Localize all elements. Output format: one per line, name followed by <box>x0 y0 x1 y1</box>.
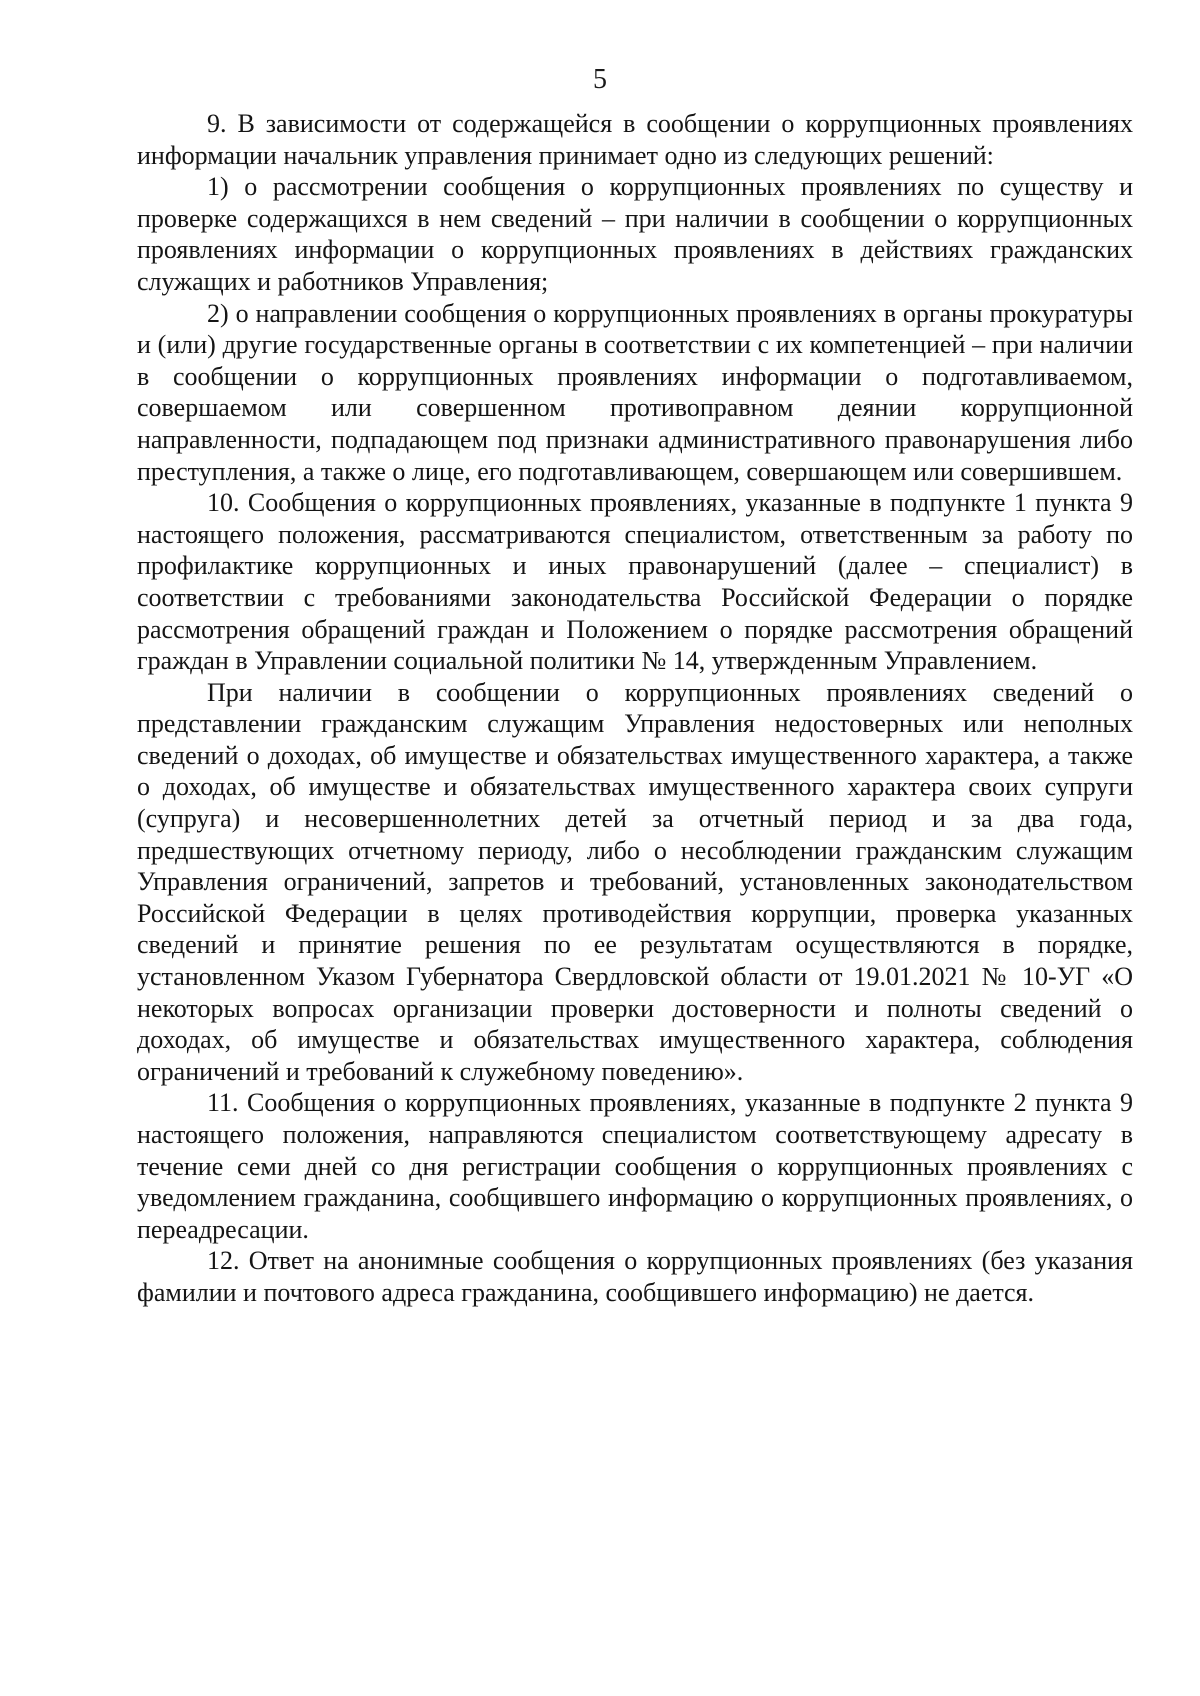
paragraph-item-12: 12. Ответ на анонимные сообщения о коррупционных проявлениях (без указания фамилии и почтового адреса гражданина, сообщившего информацию) не дается. <box>137 1246 1133 1307</box>
paragraph-item-10-continued: При наличии в сообщении о коррупционных проявлениях сведений о представлении гражданским служащим Управления недостоверных или неполных сведений о доходах, об имуществе и обязательствах имущественного характера, а также о доходах, об имуществе и обязательствах имущественного характера своих супруги (супруга) и несовершеннолетних детей за отчетный период и за два года, предшествующих отчетному периоду, либо о несоблюдении гражданским служащим Управления ограничений, запретов и требований, установленных законодательством Российской Федерации в целях противодействия коррупции, проверка указанных сведений и принятие решения по ее результатам осуществляются в порядке, установленном Указом Губернатора Свердловской области от 19.01.2021 № 10-УГ «О некоторых вопросах организации проверки достоверности и полноты сведений о доходах, об имуществе и обязательствах имущественного характера, соблюдения ограничений и требований к служебному поведению». <box>137 677 1133 1086</box>
document-body <box>137 108 1133 1309</box>
paragraph-item-9: 9. В зависимости от содержащейся в сообщении о коррупционных проявлениях информации начальник управления принимает одно из следующих решений: <box>137 109 1133 170</box>
paragraph-subitem-9-2: 2) о направлении сообщения о коррупционных проявлениях в органы прокуратуры и (или) другие государственные органы в соответствии с их компетенцией – при наличии в сообщении о коррупционных проявлениях информации о подготавливаемом, совершаемом или совершенном противоправном деянии коррупционной направленности, подпадающем под признаки административного правонарушения либо преступления, а также о лице, его подготавливающем, совершающем или совершившем. <box>137 298 1133 486</box>
paragraph-item-11: 11. Сообщения о коррупционных проявлениях, указанные в подпункте 2 пункта 9 настоящего положения, направляются специалистом соответствующему адресату в течение семи дней со дня регистрации сообщения о коррупционных проявлениях с уведомлением гражданина, сообщившего информацию о коррупционных проявлениях, о переадресации. <box>137 1088 1133 1244</box>
paragraph-item-10: 10. Сообщения о коррупционных проявлениях, указанные в подпункте 1 пункта 9 настоящего положения, рассматриваются специалистом, ответственным за работу по профилактике коррупционных и иных правонарушений (далее – специалист) в соответствии с требованиями законодательства Российской Федерации о порядке рассмотрения обращений граждан и Положением о порядке рассмотрения обращений граждан в Управлении социальной политики № 14, утвержденным Управлением. <box>137 488 1133 676</box>
paragraph-subitem-9-1: 1) о рассмотрении сообщения о коррупционных проявлениях по существу и проверке содержащихся в нем сведений – при наличии в сообщении о коррупционных проявлениях информации о коррупционных проявлениях в действиях гражданских служащих и работников Управления; <box>137 172 1133 296</box>
page-number: 5 <box>593 64 607 95</box>
